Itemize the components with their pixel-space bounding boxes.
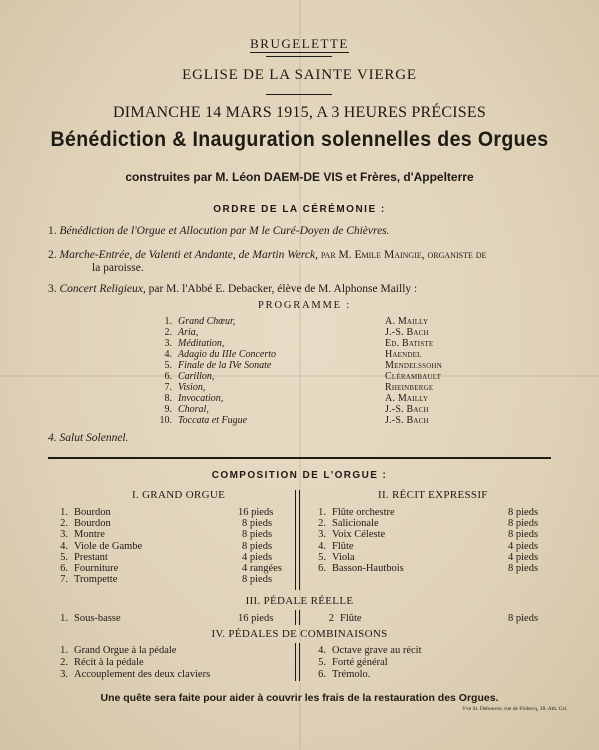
combination-row: 6. Trémolo.: [318, 669, 371, 680]
stop-size: 8 pieds: [508, 529, 539, 540]
stop-row: 1. Flûte orchestre: [318, 507, 395, 518]
grand-orgue-title: I. GRAND ORGUE: [132, 489, 226, 501]
programme-title: PROGRAMME :: [258, 300, 352, 311]
ceremony-item-2: 2. Marche-Entrée, de Valenti et Andante, de Martin Werck, par M. Emile Maingie, organiste de: [48, 249, 487, 261]
divider-2: [266, 94, 332, 95]
stop-row: 6. Fourniture: [60, 563, 119, 574]
pedale-stop-left: 1. Sous-basse: [60, 613, 121, 624]
stop-row: 6. Basson-Hautbois: [318, 563, 404, 574]
town-name: BRUGELETTE: [250, 36, 349, 51]
ceremony-item-2-cont: la paroisse.: [92, 262, 144, 274]
combination-row: 1. Grand Orgue à la pédale: [60, 645, 177, 656]
stop-size: 8 pieds: [242, 574, 273, 585]
stop-row: 5. Viola: [318, 552, 355, 563]
stop-row: 4. Flûte: [318, 541, 354, 552]
church-name: EGLISE DE LA SAINTE VIERGE: [182, 67, 417, 83]
ceremony-item-1: 1. Bénédiction de l'Orgue et Allocution par M le Curé-Doyen de Chièvres.: [48, 225, 390, 237]
event-date: DIMANCHE 14 MARS 1915, A 3 HEURES PRÉCISES: [113, 104, 486, 121]
stop-row: 3. Voix Céleste: [318, 529, 386, 540]
divider-1: [266, 56, 332, 57]
stop-size: 4 pieds: [508, 541, 539, 552]
stop-size: 8 pieds: [508, 507, 539, 518]
stop-row: 2. Bourdon: [60, 518, 111, 529]
stop-size: 4 pieds: [508, 552, 539, 563]
combination-row: 5. Forté général: [318, 657, 388, 668]
stop-row: 3. Montre: [60, 529, 105, 540]
stop-row: 4. Viole de Gambe: [60, 541, 143, 552]
composition-title: COMPOSITION DE L'ORGUE :: [211, 470, 388, 481]
collection-note: Une quête sera faite pour aider à couvrir les frais de la restauration des Orgues.: [100, 692, 499, 704]
comb-divider-left: [295, 643, 296, 681]
combinaisons-title: IV. PÉDALES DE COMBINAISONS: [211, 628, 388, 640]
section-rule: [48, 457, 551, 459]
organ-builder: construites par M. Léon DAEM-DE VIS et Frères, d'Appelterre: [125, 170, 474, 184]
stop-size: 4 rangées: [242, 563, 282, 574]
stop-row: 5. Prestant: [60, 552, 108, 563]
stop-size: 8 pieds: [508, 563, 539, 574]
recit-title: II. RÉCIT EXPRESSIF: [378, 489, 488, 501]
stop-row: 2. Salicionale: [318, 518, 379, 529]
pedale-divider-right: [299, 610, 300, 625]
stop-row: 1. Bourdon: [60, 507, 111, 518]
combination-row: 4. Octave grave au récit: [318, 645, 422, 656]
combination-row: 2. Récit à la pédale: [60, 657, 144, 668]
pedale-stop-right: 2 Flûte: [328, 613, 362, 624]
pedale-size-left: 16 pieds: [238, 613, 274, 624]
column-divider-right: [299, 490, 300, 590]
stop-size: 16 pieds: [238, 507, 274, 518]
poster-page: BRUGELETTE EGLISE DE LA SAINTE VIERGE DIMANCHE 14 MARS 1915, A 3 HEURES PRÉCISES Bénédiction & Inauguration solennelles des Orgues construites par M. Léon DAEM-DE VIS et Frères, d'Appelterre ORDRE DE LA CÉRÉMONIE : 1. Bénédiction de l'Orgue et Allocution par M le Curé-Doyen de Chièvres. 2. Marche-Entrée, de Valenti et Andante, de Martin Werck, par M. Emile Maingie, organiste de la paroisse. 3. Concert Religieux, par M. l'Abbé E. Debacker, élève de M. Alphonse Mailly : PROGRAMME : 1. Grand Chœur, A. Mailly 2. Aria, J.-S. Bach 3. Méditation, Ed. Batiste 4. Adagio du IIIe Concerto Haendel 5. Finale de la IVe Sonate Mendelssohn 6. Carillon, Clérambault 7. Vision, Rheinberge 8. Invocation, A. Mailly 9. Choral, J.-S. Bach 10. Toccata et Fugue J.-S. Bach 4. Salut Solennel. COMPOSITION DE L'ORGUE : I. GRAND ORGUE II. RÉCIT EXPRESSIF 1. Bourdon 16 pieds 2. Bourdon 8 pieds 3. Montre 8 pieds 4. Viole de Gambe 8 pieds 5. Prestant 4 pieds 6. Fourniture 4 rangées 7. Trompette 8 pieds 1. Flûte orchestre 8 pieds 2. Salicionale 8 pieds 3. Voix Céleste 8 pieds 4. Flûte 4 pieds 5. Viola 4 pieds 6. Basson-Hautbois 8 pieds III. PÉDALE RÉELLE 1. Sous-basse 16 pieds 2 Flûte 8 pieds IV. PÉDALES DE COMBINAISONS 1. Grand Orgue à la pédale 2. Récit à la pédale 3. Accouplement des deux claviers 4. Octave grave au récit 5. Forté général 6. Trémolo. Une quête sera faite pour aider à couvrir les frais de la restauration des Orgues. Vve St. Debouvre, rue de Flobecq, 28. Ath. Grl.: [0, 0, 599, 750]
combination-row: 3. Accouplement des deux claviers: [60, 669, 211, 680]
printer-imprint: Vve St. Debouvre, rue de Flobecq, 28. Ath. Grl.: [462, 706, 568, 712]
stop-row: 7. Trompette: [60, 574, 118, 585]
fold-crease-horizontal: [0, 375, 599, 377]
pedale-divider-left: [295, 610, 296, 625]
ceremony-item-4: 4. Salut Solennel.: [48, 432, 129, 444]
ceremony-title: ORDRE DE LA CÉRÉMONIE :: [213, 204, 386, 215]
stop-size: 8 pieds: [242, 529, 273, 540]
pedale-size-right: 8 pieds: [508, 613, 539, 624]
ceremony-item-3: 3. Concert Religieux, par M. l'Abbé E. Debacker, élève de M. Alphonse Mailly :: [48, 283, 418, 295]
pedale-title: III. PÉDALE RÉELLE: [245, 595, 354, 607]
stop-size: 4 pieds: [242, 552, 273, 563]
stop-size: 8 pieds: [242, 541, 273, 552]
stop-size: 8 pieds: [242, 518, 273, 529]
column-divider-left: [295, 490, 296, 590]
comb-divider-right: [299, 643, 300, 681]
headline: Bénédiction & Inauguration solennelles des Orgues: [50, 128, 549, 151]
stop-size: 8 pieds: [508, 518, 539, 529]
